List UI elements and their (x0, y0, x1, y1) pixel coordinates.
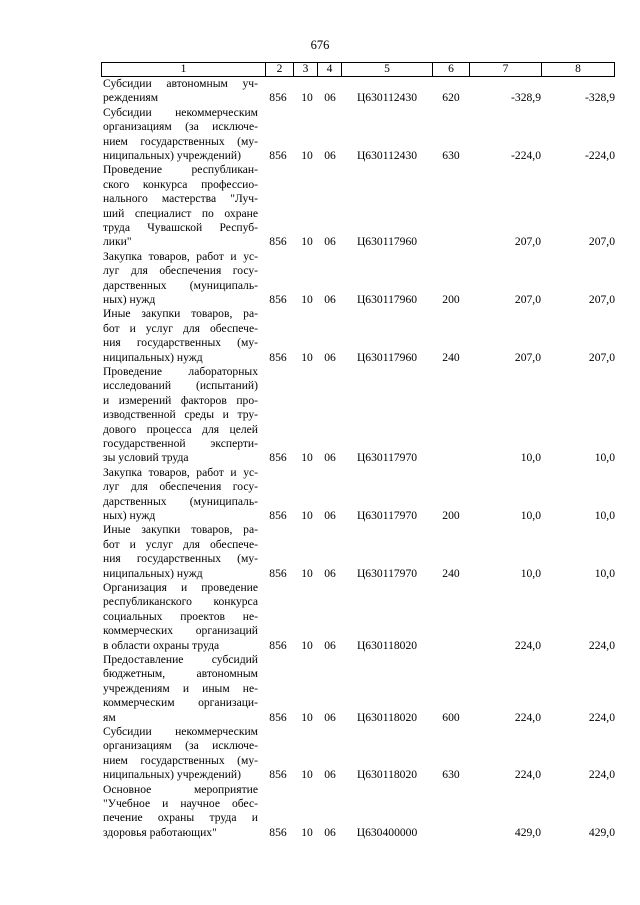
description-line: бот и услуг для обеспече- (103, 537, 258, 551)
row-description (103, 725, 258, 783)
cell-col-6: 240 (442, 350, 460, 364)
cell-col-5: Ц630117960 (356, 293, 418, 306)
description-line: ния государственных (му- (103, 552, 258, 566)
row-description (103, 783, 258, 841)
description-line: ных) нужд (103, 293, 156, 307)
cell-col-4: 06 (324, 293, 336, 306)
description-line: ния государственных (му- (103, 336, 258, 350)
cell-col-7: 429,0 (514, 825, 541, 839)
cell-col-5: Ц630117970 (356, 566, 418, 580)
cell-col-4: 06 (324, 149, 336, 162)
description-line: дарственных (муниципаль- (103, 494, 258, 508)
cell-col-5: Ц630117960 (356, 350, 418, 364)
cell-col-3: 10 (301, 710, 313, 724)
row-description (103, 77, 258, 106)
description-line: ям (103, 710, 116, 724)
cell-col-2: 856 (269, 710, 287, 724)
cell-col-4: 06 (324, 235, 336, 249)
cell-col-2: 856 (269, 825, 287, 839)
description-line: нием государственных (му- (103, 753, 258, 767)
cell-col-8: 429,0 (588, 825, 615, 839)
row-description (103, 106, 258, 164)
description-line: "Учебное и научное обес- (103, 797, 258, 810)
cell-col-6: 600 (442, 710, 460, 724)
description-line: реждениям (103, 91, 159, 105)
cell-col-8: 207,0 (588, 293, 615, 306)
cell-col-5: Ц630118020 (356, 638, 418, 652)
description-line: Субсидии некоммерческим (103, 105, 258, 119)
cell-col-2: 856 (269, 566, 287, 580)
description-line: исследований (испытаний) (103, 379, 258, 393)
description-line: ниципальных) учреждений) (103, 149, 241, 163)
header-col-7: 7 (470, 63, 542, 76)
cell-col-5: Ц630400000 (356, 825, 418, 839)
cell-col-6: 200 (442, 293, 460, 306)
header-col-8: 8 (575, 63, 581, 75)
description-line: ниципальных) нужд (103, 350, 203, 364)
cell-col-7: 207,0 (514, 235, 541, 249)
table-header (101, 62, 615, 77)
description-line: труда Чувашской Респуб- (103, 221, 258, 235)
cell-col-4: 06 (324, 825, 336, 839)
cell-col-4: 06 (324, 710, 336, 724)
cell-col-7: -328,9 (511, 91, 541, 105)
description-line: Субсидии автономным уч- (103, 77, 258, 90)
cell-col-7: 224,0 (514, 710, 541, 724)
cell-col-4: 06 (324, 566, 336, 580)
description-line: Организация и проведение (103, 581, 258, 594)
description-line: бот и услуг для обеспече- (103, 321, 258, 335)
description-line: здоровья работающих" (103, 825, 217, 839)
cell-col-2: 856 (269, 768, 287, 782)
row-description (103, 365, 258, 466)
cell-col-8: 10,0 (594, 566, 615, 580)
description-line: ных) нужд (103, 509, 156, 523)
description-line: Субсидии некоммерческим (103, 725, 258, 738)
cell-col-2: 856 (269, 509, 287, 522)
cell-col-7: 10,0 (520, 566, 541, 580)
cell-col-8: 224,0 (588, 768, 615, 782)
description-line: ского конкурса профессио- (103, 177, 258, 191)
cell-col-8: 224,0 (588, 710, 615, 724)
description-line: Иные закупки товаров, ра- (103, 307, 258, 321)
description-line: Закупка товаров, работ и ус- (103, 249, 258, 263)
description-line: Основное мероприятие (103, 782, 258, 796)
cell-col-6: 630 (442, 149, 460, 162)
cell-col-8: 10,0 (594, 451, 615, 465)
description-line: организациям (за исключе- (103, 739, 258, 753)
cell-col-8: 10,0 (594, 509, 615, 522)
cell-col-4: 06 (324, 451, 336, 465)
row-description (103, 653, 258, 725)
cell-col-3: 10 (301, 451, 313, 465)
row-description (103, 163, 258, 249)
description-line: в области охраны труда (103, 638, 220, 652)
cell-col-5: Ц630112430 (356, 149, 418, 162)
description-line: лики" (103, 235, 132, 249)
description-line: коммерческим организаци- (103, 696, 258, 710)
cell-col-5: Ц630117970 (356, 451, 418, 465)
header-col-3: 3 (294, 63, 318, 76)
cell-col-8: -328,9 (585, 91, 615, 105)
cell-col-4: 06 (324, 91, 336, 105)
description-line: Предоставление субсидий (103, 653, 258, 666)
header-col-4: 4 (318, 63, 342, 76)
cell-col-3: 10 (301, 149, 313, 162)
cell-col-5: Ц630117960 (356, 235, 418, 249)
cell-col-2: 856 (269, 451, 287, 465)
cell-col-6: 200 (442, 509, 460, 522)
cell-col-2: 856 (269, 350, 287, 364)
cell-col-5: Ц630118020 (356, 768, 418, 782)
cell-col-5: Ц630118020 (356, 710, 418, 724)
cell-col-7: 10,0 (520, 451, 541, 465)
cell-col-8: 207,0 (588, 235, 615, 249)
description-line: Иные закупки товаров, ра- (103, 523, 258, 537)
description-line: луг для обеспечения госу- (103, 264, 258, 278)
description-line: луг для обеспечения госу- (103, 480, 258, 494)
cell-col-2: 856 (269, 149, 287, 162)
description-line: печение охраны труда и (103, 811, 258, 825)
header-col-2: 2 (266, 63, 294, 76)
description-line: бюджетным, автономным (103, 667, 258, 681)
description-line: дарственных (муниципаль- (103, 278, 258, 292)
description-line: нального мастерства "Луч- (103, 192, 258, 206)
cell-col-2: 856 (269, 235, 287, 249)
cell-col-8: -224,0 (585, 149, 615, 162)
cell-col-2: 856 (269, 638, 287, 652)
row-description (103, 581, 258, 653)
cell-col-3: 10 (301, 293, 313, 306)
description-line: ниципальных) нужд (103, 566, 203, 580)
row-description (103, 523, 258, 581)
description-line: учреждениям и иным не- (103, 681, 258, 695)
cell-col-7: -224,0 (511, 149, 541, 162)
cell-col-7: 224,0 (514, 638, 541, 652)
cell-col-3: 10 (301, 350, 313, 364)
cell-col-3: 10 (301, 768, 313, 782)
description-line: и измерений факторов про- (103, 393, 258, 407)
cell-col-6: 630 (442, 768, 460, 782)
cell-col-8: 207,0 (588, 350, 615, 364)
header-col-1: 1 (102, 63, 266, 76)
cell-col-3: 10 (301, 825, 313, 839)
description-line: нием государственных (му- (103, 134, 258, 148)
description-line: ший специалист по охране (103, 206, 258, 220)
description-line: изводственной среды и тру- (103, 408, 258, 422)
description-line: дового процесса для целей (103, 422, 258, 436)
cell-col-7: 207,0 (514, 293, 541, 306)
cell-col-4: 06 (324, 638, 336, 652)
row-description (103, 307, 258, 365)
cell-col-3: 10 (301, 566, 313, 580)
description-line: республиканского конкурса (103, 595, 258, 609)
cell-col-6: 620 (442, 91, 460, 105)
description-line: ниципальных) учреждений) (103, 768, 241, 782)
cell-col-3: 10 (301, 638, 313, 652)
description-line: Проведение республикан- (103, 163, 258, 177)
header-col-6: 6 (433, 63, 470, 76)
cell-col-2: 856 (269, 91, 287, 105)
cell-col-6: 240 (442, 566, 460, 580)
cell-col-4: 06 (324, 768, 336, 782)
cell-col-3: 10 (301, 91, 313, 105)
description-line: Проведение лабораторных (103, 365, 258, 378)
description-line: социальных проектов не- (103, 609, 258, 623)
description-line: государственной эксперти- (103, 437, 258, 451)
cell-col-7: 207,0 (514, 350, 541, 364)
cell-col-7: 224,0 (514, 768, 541, 782)
row-description (103, 250, 258, 308)
page-number: 676 (310, 38, 330, 52)
cell-col-5: Ц630117970 (356, 509, 418, 522)
cell-col-3: 10 (301, 509, 313, 522)
row-description (103, 466, 258, 524)
cell-col-5: Ц630112430 (356, 91, 418, 105)
description-line: Закупка товаров, работ и ус- (103, 465, 258, 479)
cell-col-4: 06 (324, 509, 336, 522)
description-line: организациям (за исключе- (103, 120, 258, 134)
description-line: коммерческих организаций (103, 624, 258, 638)
cell-col-7: 10,0 (520, 509, 541, 522)
cell-col-8: 224,0 (588, 638, 615, 652)
cell-col-3: 10 (301, 235, 313, 249)
cell-col-4: 06 (324, 350, 336, 364)
header-col-5: 5 (342, 63, 433, 76)
cell-col-2: 856 (269, 293, 287, 306)
description-line: зы условий труда (103, 451, 189, 465)
